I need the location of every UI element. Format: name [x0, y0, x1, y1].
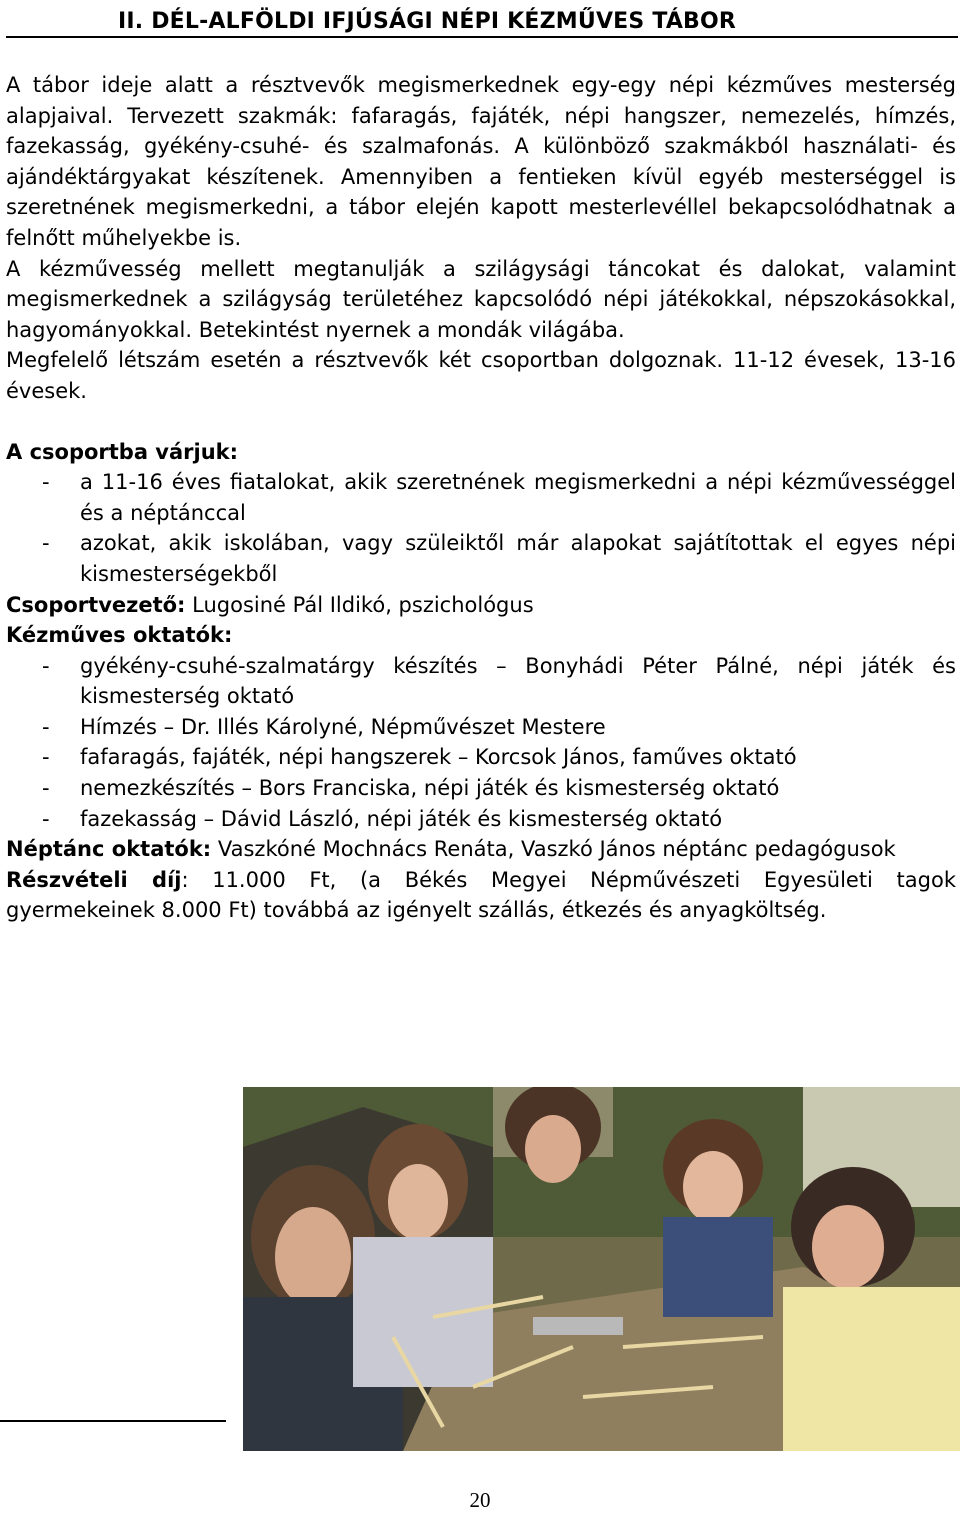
crafts-list-item: - Hímzés – Dr. Illés Károlyné, Népművészet Mestere: [6, 712, 956, 743]
leader-line: [6, 590, 956, 621]
crafts-list-item: - gyékény-csuhé-szalmatárgy készítés – Bonyhádi Péter Pálné, népi játék és kismesterség oktató: [6, 651, 956, 712]
group-list-item: - azokat, akik iskolában, vagy szüleiktől már alapokat sajátítottak el egyes népi kismesterségekből: [6, 528, 956, 589]
fee-line: [6, 865, 956, 926]
leader-value: Lugosiné Pál Ildikó, pszichológus: [185, 592, 534, 617]
crafts-list: [6, 651, 956, 835]
page-number: 20: [469, 1488, 491, 1512]
fee-value: : 11.000 Ft, (a Békés Megyei Népművészeti Egyesületi tagok gyermekeinek 8.000 Ft) továbbá az igényelt szállás, étkezés és anyagköltség.: [6, 867, 956, 923]
crafts-list-item: - fazekasság – Dávid László, népi játék és kismesterség oktató: [6, 804, 956, 835]
fee-label: Részvételi díj: [6, 867, 182, 892]
dance-label: Néptánc oktatók:: [6, 837, 212, 862]
intro-paragraph-3: Megfelelő létszám esetén a résztvevők két csoportban dolgoznak. 11-12 évesek, 13-16 évesek.: [6, 348, 956, 403]
footnote-separator: [0, 1420, 226, 1422]
intro-paragraph-1: A tábor ideje alatt a résztvevők megismerkednek egy-egy népi kézműves mesterség alapjaival. Tervezett szakmák: fafaragás, fajáték, népi hangszer, nemezelés, hímzés, fazekasság, gyékény-csuhé- és szalmafonás. A különböző szakmákból használati- és ajándéktárgyakat készítenek. Amennyiben a fentieken kívül egyéb mesterséggel is szeretnének megismerkedni, a tábor elején kapott mesterlevéllel bekapcsolódhatnak a felnőtt műhelyekbe is.: [6, 73, 956, 250]
crafts-list-item: - fafaragás, fajáték, népi hangszerek – Korcsok János, faműves oktató: [6, 742, 956, 773]
section-title: [6, 4, 958, 38]
intro-paragraph-2: A kézművesség mellett megtanulják a szilágysági táncokat és dalokat, valamint megismerkednek a szilágyság területéhez kapcsolódó népi játékokkal, népszokásokkal, hagyományokkal. Betekintést nyernek a mondák világába.: [6, 256, 956, 342]
workshop-photo: [243, 1087, 960, 1451]
group-list: [6, 467, 956, 589]
crafts-heading: Kézműves oktatók:: [6, 623, 233, 648]
group-list-item: - a 11-16 éves fiatalokat, akik szeretnének megismerkedni a népi kézművességgel és a néptánccal: [6, 467, 956, 528]
dance-value: Vaszkóné Mochnács Renáta, Vaszkó János néptánc pedagógusok: [211, 837, 896, 862]
crafts-list-item: - nemezkészítés – Bors Franciska, népi játék és kismesterség oktató: [6, 773, 956, 804]
section-title-text: II. DÉL-ALFÖLDI IFJÚSÁGI NÉPI KÉZMŰVES TÁBOR: [118, 9, 737, 34]
leader-label: Csoportvezető:: [6, 592, 186, 617]
group-heading: A csoportba várjuk:: [6, 439, 239, 464]
body-text: [6, 70, 956, 926]
dance-line: [6, 834, 956, 865]
spacer: [6, 407, 956, 437]
